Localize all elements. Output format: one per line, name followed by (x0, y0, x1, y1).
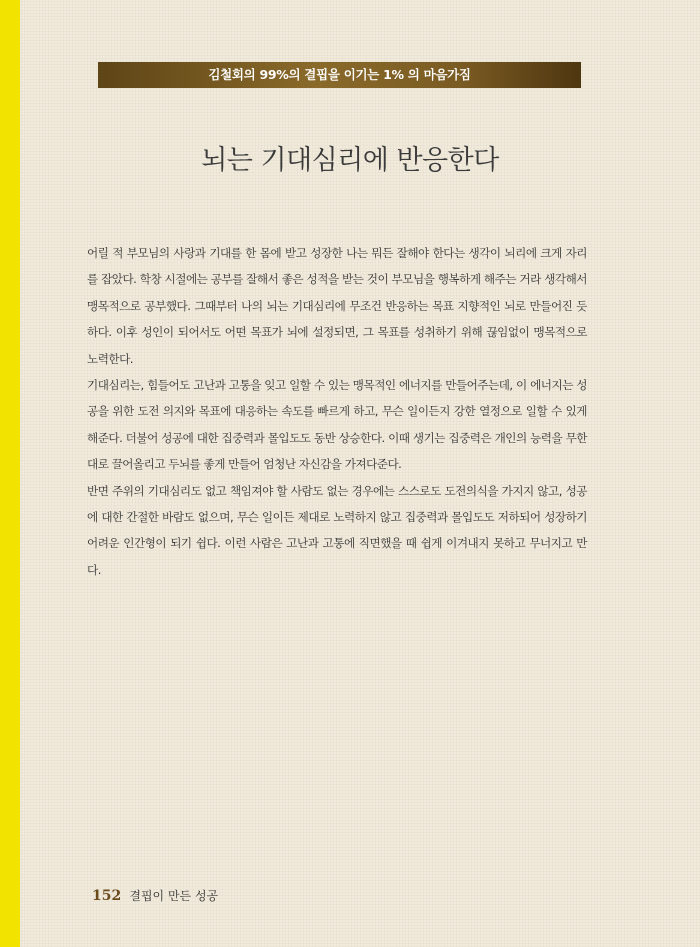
page-footer (92, 887, 218, 904)
paragraph: 기대심리는, 힘들어도 고난과 고통을 잊고 일할 수 있는 맹목적인 에너지를 만들어주는데, 이 에너지는 성공을 위한 도전 의지와 목표에 대응하는 속도를 빠르게 하고, 무슨 일이든지 강한 열정으로 일할 수 있게 해준다. 더불어 성공에 대한 집중력과 몰입도도 동반 상승한다. 이때 생기는 집중력은 개인의 능력을 무한대로 끌어올리고 두뇌를 좋게 만들어 엄청난 자신감을 가져다준다. (87, 378, 587, 472)
header-banner (98, 62, 581, 88)
book-title: 결핍이 만든 성공 (129, 889, 219, 903)
page-number: 152 (92, 888, 122, 904)
article-body (87, 240, 587, 583)
header-banner-text: 김철회의 99%의 결핍을 이기는 1% 의 마음가짐 (208, 67, 471, 82)
paragraph: 어릴 적 부모님의 사랑과 기대를 한 몸에 받고 성장한 나는 뭐든 잘해야 한다는 생각이 뇌리에 크게 자리를 잡았다. 학창 시절에는 공부를 잘해서 좋은 성적을 받는 것이 부모님을 행복하게 해주는 거라 생각해서 맹목적으로 공부했다. 그때부터 나의 뇌는 기대심리에 무조건 반응하는 목표 지향적인 뇌로 만들어진 듯하다. 이후 성인이 되어서도 어떤 목표가 뇌에 설정되면, 그 목표를 성취하기 위해 끊임없이 맹목적으로 노력한다. (87, 246, 587, 366)
paragraph: 반면 주위의 기대심리도 없고 책임져야 할 사람도 없는 경우에는 스스로도 도전의식을 가지지 않고, 성공에 대한 간절한 바람도 없으며, 무슨 일이든 제대로 노력하지 않고 집중력과 몰입도도 저하되어 성장하기 어려운 인간형이 되기 쉽다. 이런 사람은 고난과 고통에 직면했을 때 쉽게 이겨내지 못하고 무너지고 만다. (87, 483, 587, 577)
article-title: 뇌는 기대심리에 반응한다 (201, 145, 499, 176)
